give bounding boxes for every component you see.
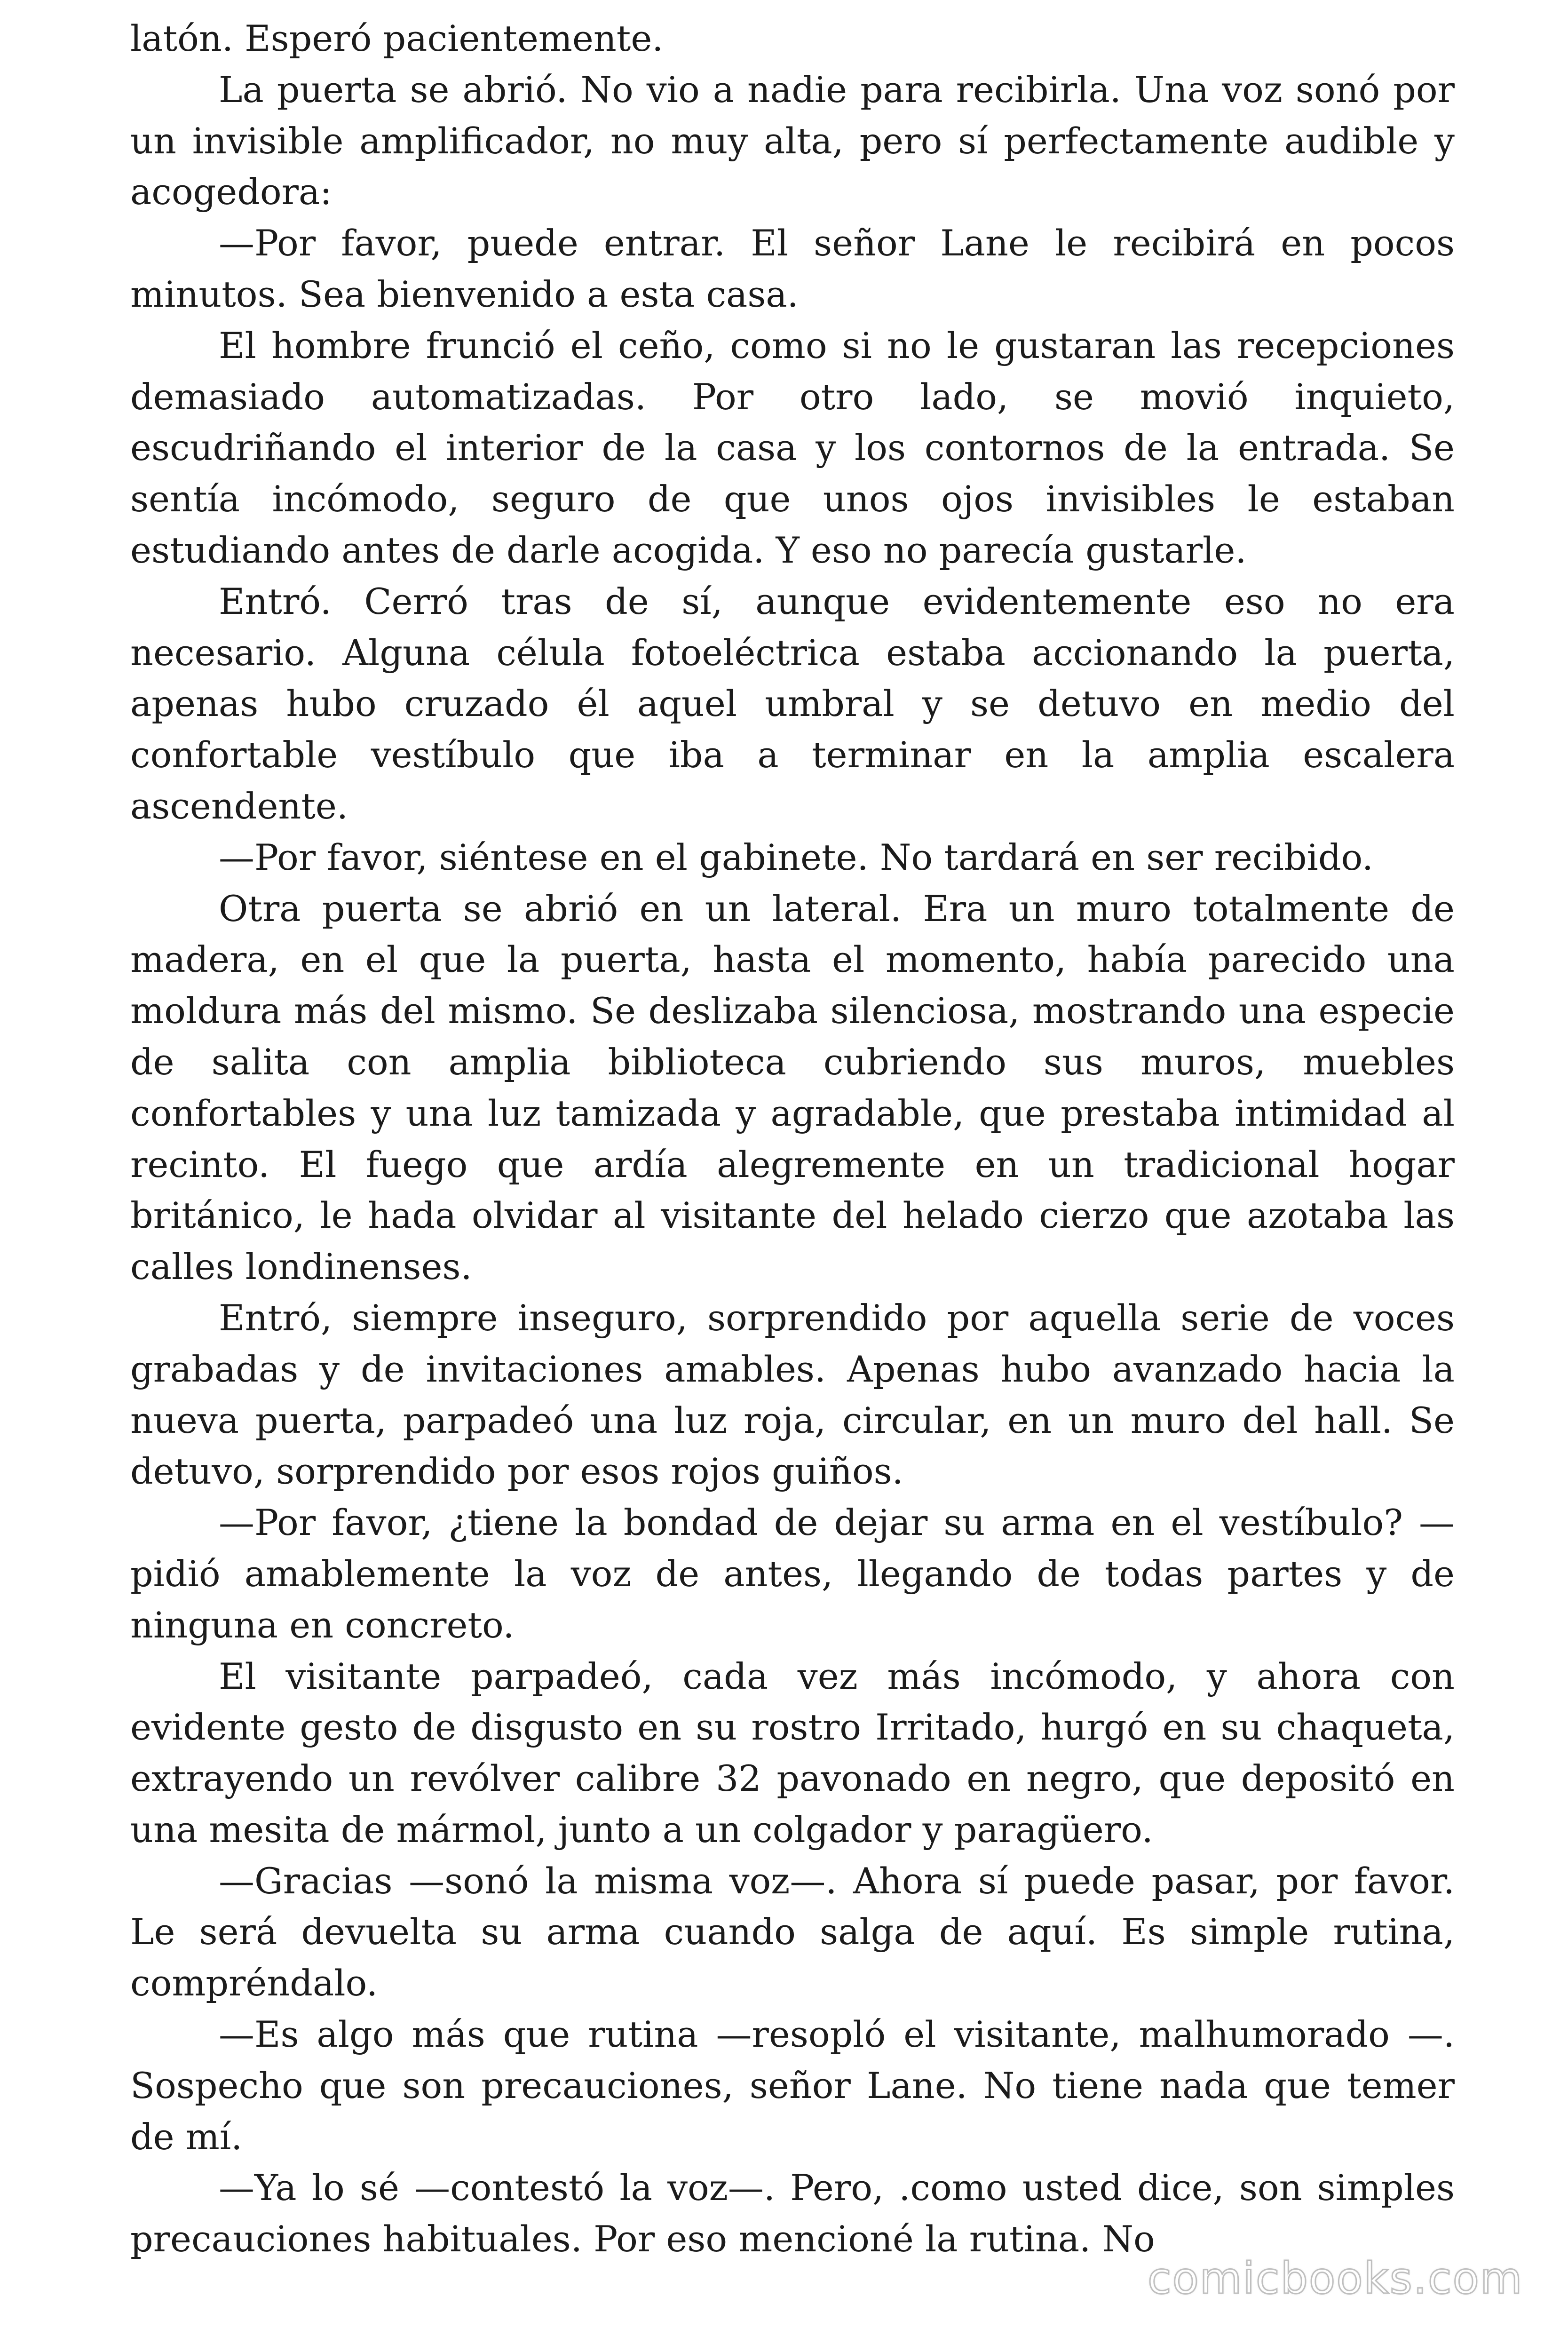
paragraph: —Gracias —sonó la misma voz—. Ahora sí puede pasar, por favor. Le será devuelta su arma cuando salga de aquí. Es simple rutina, compréndalo. [130, 1859, 1455, 2004]
paragraph: —Ya lo sé —contestó la voz—. Pero, .como usted dice, son simples precauciones habituales. Por eso mencioné la rutina. No [130, 2167, 1455, 2260]
watermark-logo: comicbooks.com [1148, 2253, 1523, 2304]
paragraph: —Por favor, ¿tiene la bondad de dejar su arma en el vestíbulo? —pidió amablemente la voz de antes, llegando de todas partes y de ninguna en concreto. [130, 1502, 1455, 1646]
paragraph: —Por favor, puede entrar. El señor Lane le recibirá en pocos minutos. Sea bienvenido a esta casa. [130, 222, 1455, 315]
paragraph: —Por favor, siéntese en el gabinete. No tardará en ser recibido. [219, 836, 1374, 878]
paragraph: latón. Esperó pacientemente. [130, 17, 664, 59]
paragraph: Entró, siempre inseguro, sorprendido por aquella serie de voces grabadas y de invitaciones amables. Apenas hubo avanzado hacia la nueva puerta, parpadeó una luz roja, circular, en un muro del hall. Se detuvo, sorprendido por esos rojos guiños. [130, 1296, 1455, 1493]
paragraph: Otra puerta se abrió en un lateral. Era un muro totalmente de madera, en el que la puerta, hasta el momento, había parecido una moldura más del mismo. Se deslizaba silenciosa, mostrando una especie de salita con amplia biblioteca cubriendo sus muros, muebles confortables y una luz tamizada y agradable, que prestaba intimidad al recinto. El fuego que ardía alegremente en un tradicional hogar británico, le hada olvidar al visitante del helado cierzo que azotaba las calles londinenses. [130, 887, 1455, 1288]
paragraph: —Es algo más que rutina —resopló el visitante, malhumorado —. Sospecho que son precauciones, señor Lane. No tiene nada que temer de mí. [130, 2013, 1455, 2158]
paragraph: Entró. Cerró tras de sí, aunque evidentemente eso no era necesario. Alguna célula fotoeléctrica estaba accionando la puerta, apenas hubo cruzado él aquel umbral y se detuvo en medio del confortable vestíbulo que iba a terminar en la amplia escalera ascendente. [130, 580, 1455, 827]
paragraph: La puerta se abrió. No vio a nadie para recibirla. Una voz sonó por un invisible amplificador, no muy alta, pero sí perfectamente audible y acogedora: [130, 68, 1455, 213]
paragraph: El visitante parpadeó, cada vez más incómodo, y ahora con evidente gesto de disgusto en su rostro Irritado, hurgó en su chaqueta, extrayendo un revólver calibre 32 pavonado en negro, que depositó en una mesita de mármol, junto a un colgador y paragüero. [130, 1655, 1455, 1851]
body-text [130, 13, 1455, 2265]
paragraph: El hombre frunció el ceño, como si no le gustaran las recepciones demasiado automatizadas. Por otro lado, se movió inquieto, escudriñando el interior de la casa y los contornos de la entrada. Se sentía incómodo, seguro de que unos ojos invisibles le estaban estudiando antes de darle acogida. Y eso no parecía gustarle. [130, 324, 1455, 571]
